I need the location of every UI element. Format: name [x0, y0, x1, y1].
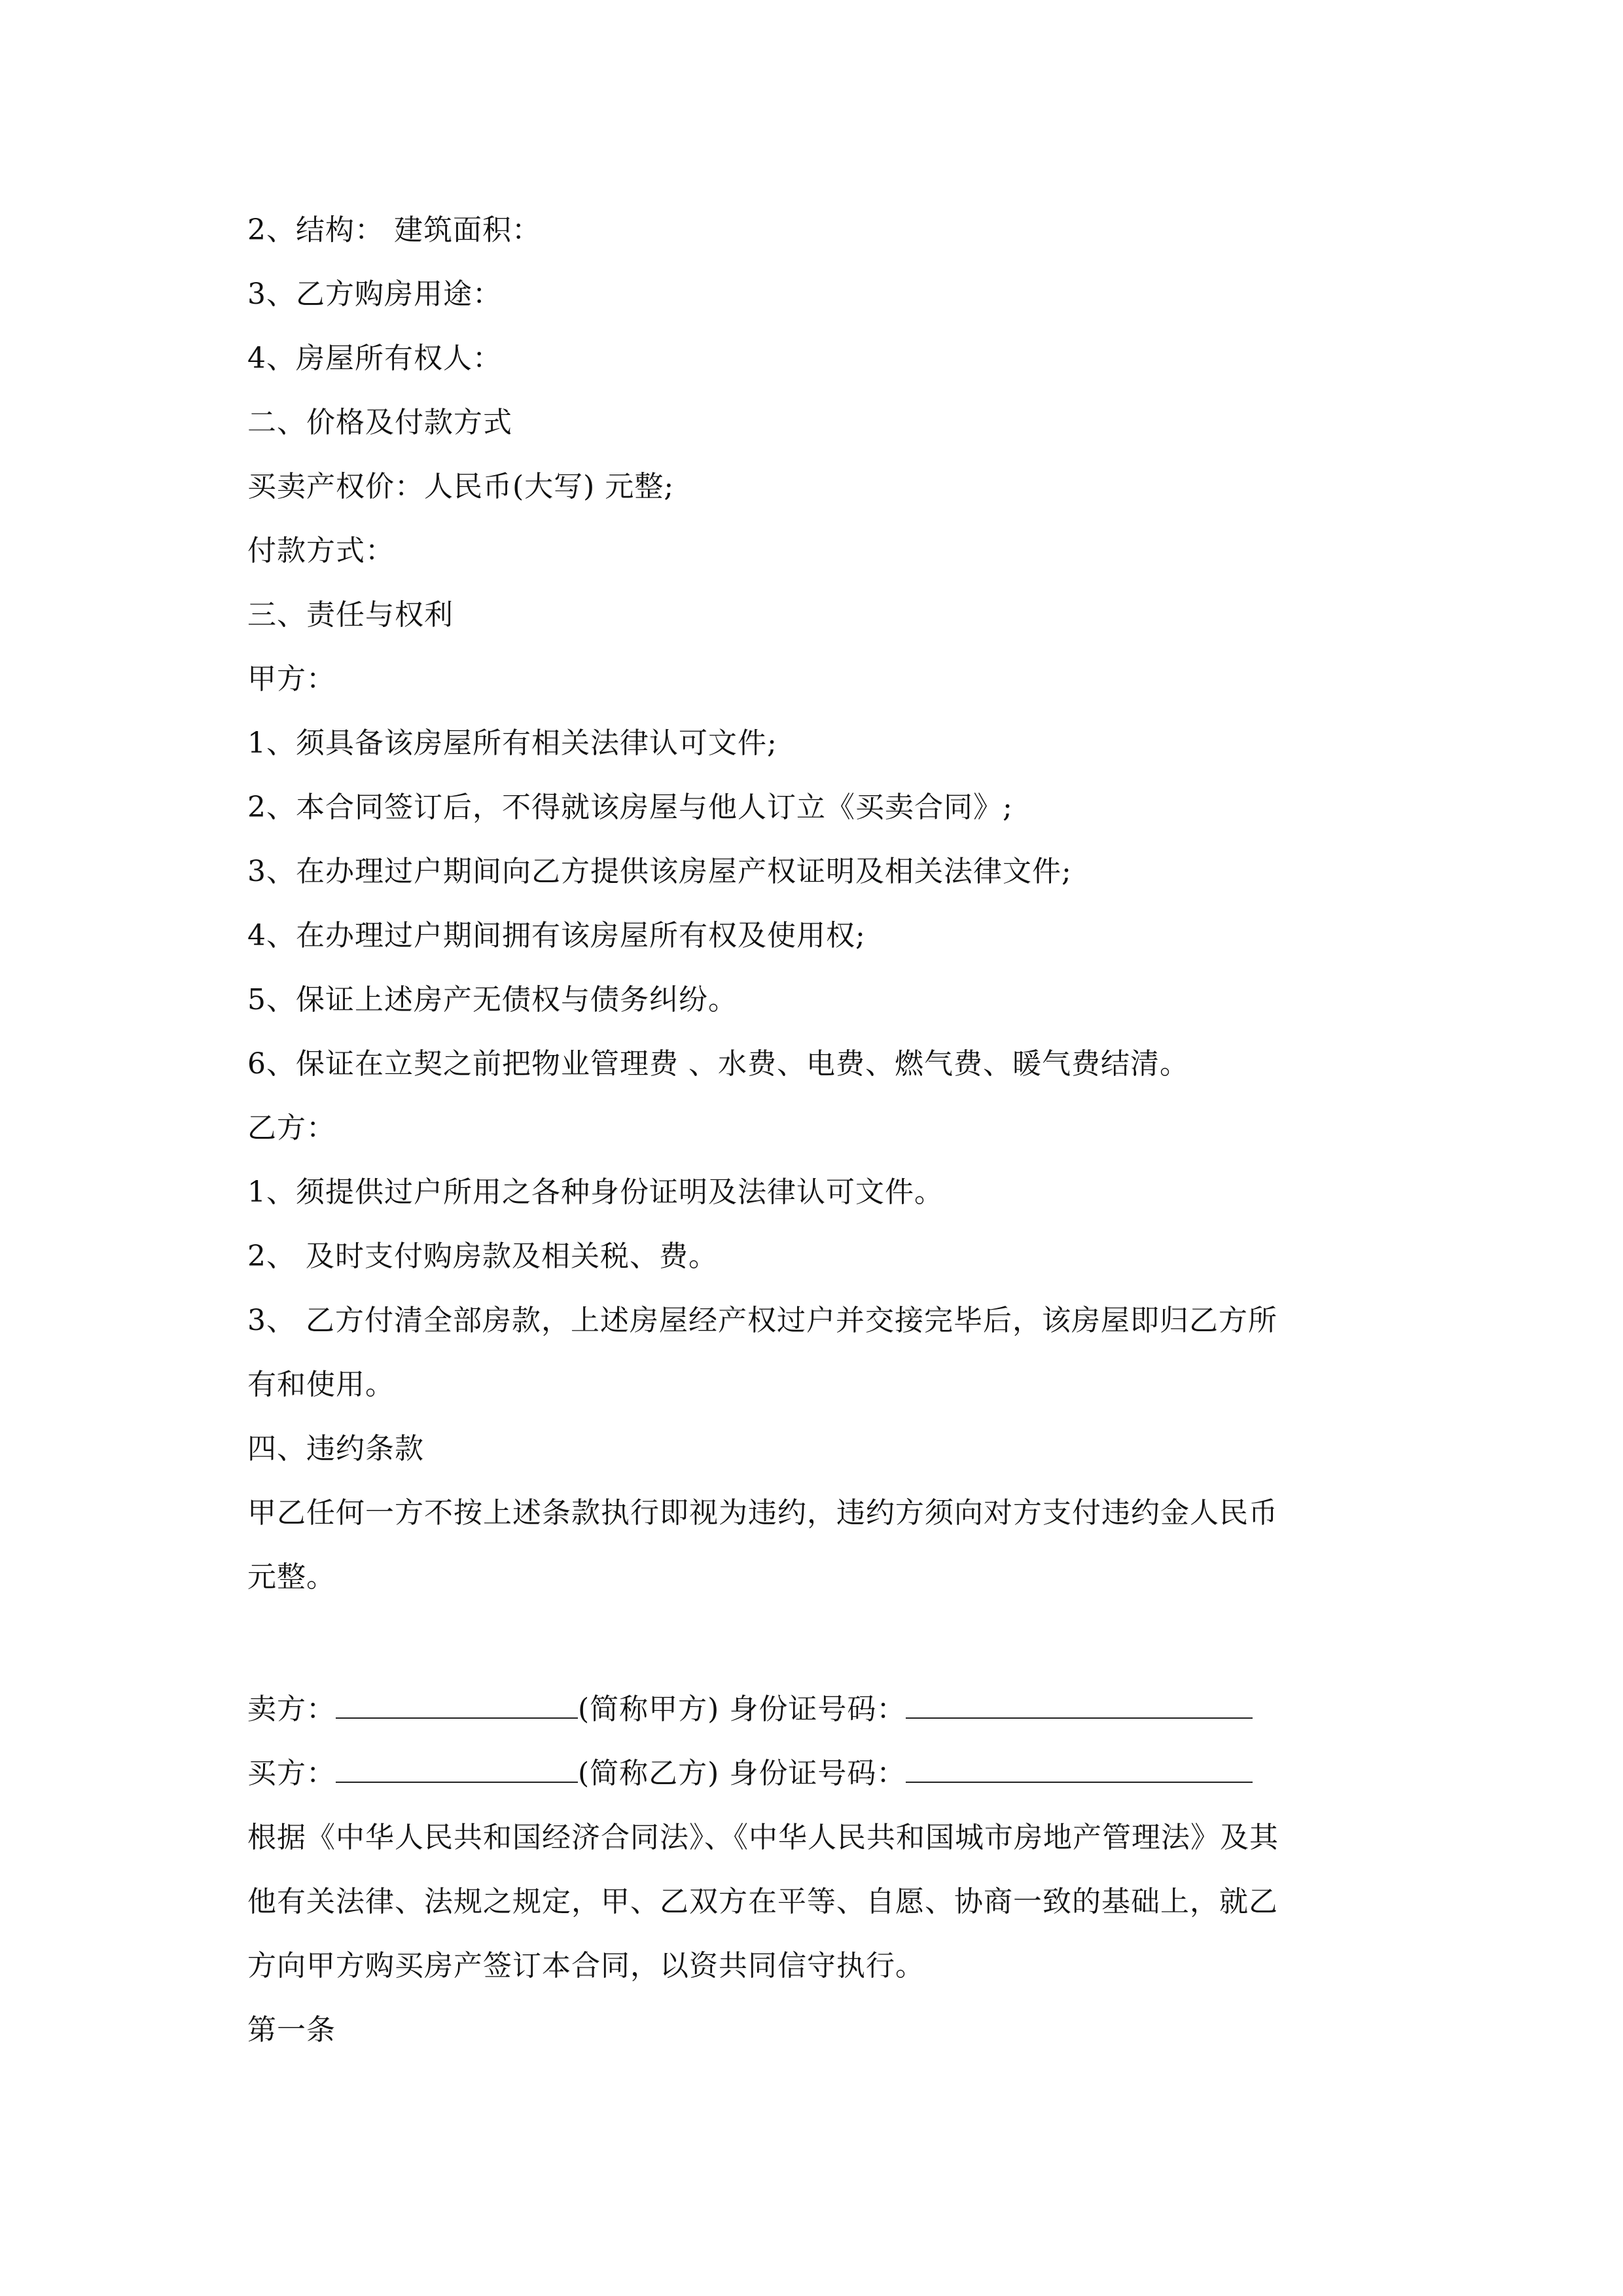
buyer-id-label: 身份证号码： [729, 1757, 906, 1790]
text-line: 1、须提供过户所用之各种身份证明及法律认可文件。 [247, 1175, 944, 1209]
text-line: 2、结构： 建筑面积： [247, 213, 541, 247]
buyer-abbr: (简称乙方) [578, 1757, 720, 1790]
text-line: 3、乙方购房用途： [247, 278, 502, 311]
text-line: 有和使用。 [247, 1368, 395, 1401]
text-line: 3、在办理过户期间向乙方提供该房屋产权证明及相关法律文件; [247, 855, 1072, 888]
text-line: 他有关法律、法规之规定，甲、乙双方在平等、自愿、协商一致的基础上，就乙 [247, 1885, 1278, 1918]
section-heading: 三、责任与权利 [247, 598, 454, 632]
buyer-name-blank [336, 1755, 578, 1783]
text-line: 6、保证在立契之前把物业管理费 、水费、电费、燃气费、暖气费结清。 [247, 1047, 1189, 1081]
text-line: 5、保证上述房产无债权与债务纠纷。 [247, 983, 738, 1016]
text-line: 4、在办理过户期间拥有该房屋所有权及使用权; [247, 919, 866, 952]
section-heading: 四、违约条款 [247, 1432, 424, 1465]
text-line: 4、房屋所有权人： [247, 342, 502, 375]
buyer-label: 买方： [247, 1757, 336, 1790]
party-heading: 乙方： [247, 1111, 336, 1145]
section-heading: 二、价格及付款方式 [247, 406, 512, 439]
text-line: 方向甲方购买房产签订本合同，以资共同信守执行。 [247, 1949, 925, 1982]
buyer-row [247, 1754, 1399, 1793]
text-line: 2、本合同签订后，不得就该房屋与他人订立《买卖合同》; [247, 791, 1013, 824]
text-line: 元整。 [247, 1560, 336, 1594]
seller-abbr: (简称甲方) [578, 1693, 720, 1726]
text-line: 买卖产权价：人民币(大写) 元整; [247, 470, 675, 503]
text-line: 2、 及时支付购房款及相关税、费。 [247, 1240, 718, 1273]
text-line: 3、 乙方付清全部房款，上述房屋经产权过户并交接完毕后，该房屋即归乙方所 [247, 1304, 1277, 1337]
text-line: 付款方式： [247, 534, 395, 567]
party-heading: 甲方： [247, 662, 336, 696]
seller-id-blank [906, 1691, 1253, 1719]
buyer-id-blank [906, 1755, 1253, 1783]
text-line: 甲乙任何一方不按上述条款执行即视为违约，违约方须向对方支付违约金人民币 [247, 1496, 1278, 1530]
seller-id-label: 身份证号码： [729, 1693, 906, 1726]
text-line: 根据《中华人民共和国经济合同法》、《中华人民共和国城市房地产管理法》及其 [247, 1821, 1279, 1854]
article-heading: 第一条 [247, 2013, 336, 2047]
seller-name-blank [336, 1691, 578, 1719]
seller-label: 卖方： [247, 1693, 336, 1726]
seller-row [247, 1690, 1399, 1729]
text-line: 1、须具备该房屋所有相关法律认可文件; [247, 726, 777, 760]
